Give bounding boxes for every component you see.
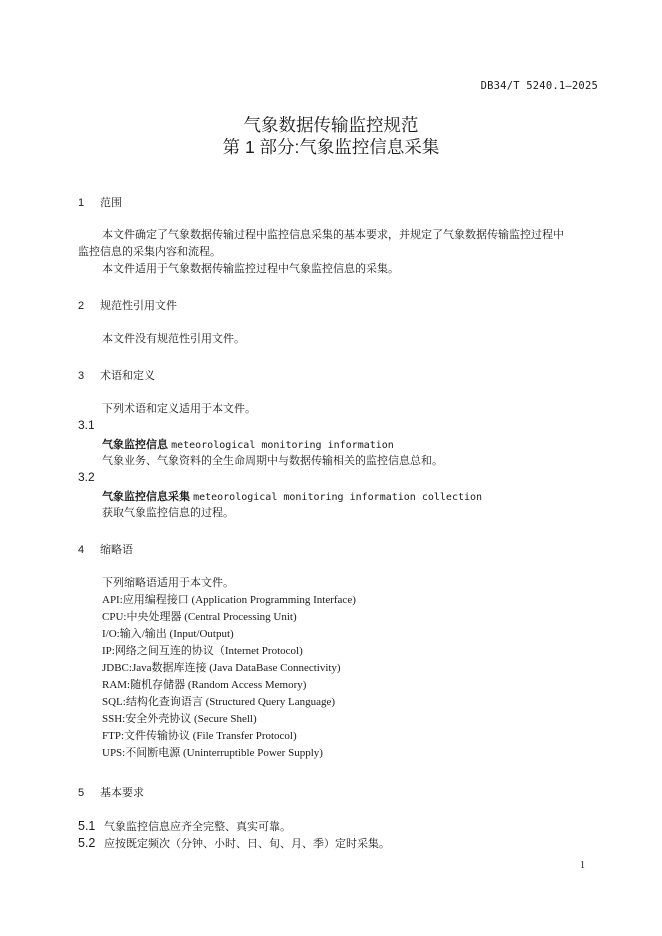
section-number: 5 [78,787,85,799]
document-title-line1: 气象数据传输监控规范 [243,115,419,135]
section-1-para1-line2: 监控信息的采集内容和流程。 [78,246,221,258]
section-number: 3 [78,370,85,382]
section-title: 术语和定义 [100,370,155,382]
term-3-1-definition: 气象业务、气象资料的全生命周期中与数据传输相关的监控信息总和。 [102,455,443,467]
section-title: 基本要求 [100,787,144,799]
section-title: 范围 [100,197,122,209]
term-3-2-title [102,488,482,504]
document-number: DB34/T 5240.1—2025 [480,80,598,92]
requirement-5-2 [78,835,390,853]
abbreviation-item: SQL:结构化查询语言 (Structured Query Language) [102,696,336,708]
section-number: 1 [78,197,85,209]
section-4-heading [78,541,133,557]
section-title: 缩略语 [100,544,133,556]
section-1-para2: 本文件适用于气象数据传输监控过程中气象监控信息的采集。 [102,263,399,275]
section-2-heading [78,297,177,313]
term-3-1-number: 3.1 [78,418,95,432]
document-title-line2: 第 1 部分:气象监控信息采集 [222,137,440,157]
requirement-text: 气象监控信息应齐全完整、真实可靠。 [104,821,291,833]
section-2-para: 本文件没有规范性引用文件。 [102,333,245,345]
abbreviation-item: JDBC:Java数据库连接 (Java DataBase Connectivity) [102,662,341,674]
abbreviation-item: I/O:输入/输出 (Input/Output) [102,628,234,640]
term-3-2-number: 3.2 [78,470,95,484]
term-en: meteorological monitoring information [171,440,394,451]
section-3-intro: 下列术语和定义适用于本文件。 [102,403,256,415]
term-en: meteorological monitoring information collection [193,492,483,503]
page-number: 1 [580,860,585,871]
section-5-heading [78,784,144,800]
abbreviation-item: SSH:安全外壳协议 (Secure Shell) [102,713,257,725]
requirement-number: 5.1 [78,819,96,833]
section-title: 规范性引用文件 [100,300,177,312]
requirement-5-1 [78,818,291,836]
section-number: 4 [78,544,85,556]
abbreviation-item: API:应用编程接口 (Application Programming Interface) [102,594,356,606]
abbreviation-item: CPU:中央处理器 (Central Processing Unit) [102,611,297,623]
requirement-text: 应按既定频次（分钟、小时、日、旬、月、季）定时采集。 [104,838,390,850]
term-zh: 气象监控信息采集 [102,491,190,503]
requirement-number: 5.2 [78,836,96,850]
term-zh: 气象监控信息 [102,439,168,451]
term-3-2-definition: 获取气象监控信息的过程。 [102,507,234,519]
abbreviation-item: RAM:随机存储器 (Random Access Memory) [102,679,307,691]
abbreviation-list [102,592,356,762]
section-4-intro: 下列缩略语适用于本文件。 [102,577,234,589]
section-1-para1-line1: 本文件确定了气象数据传输过程中监控信息采集的基本要求，并规定了气象数据传输监控过程中 [102,229,564,241]
section-3-heading [78,367,155,383]
abbreviation-item: FTP:文件传输协议 (File Transfer Protocol) [102,730,297,742]
abbreviation-item: UPS:不间断电源 (Uninterruptible Power Supply) [102,747,323,759]
section-number: 2 [78,300,85,312]
section-1-heading [78,194,122,210]
term-3-1-title [102,436,394,452]
abbreviation-item: IP:网络之间互连的协议（Internet Protocol) [102,645,303,657]
